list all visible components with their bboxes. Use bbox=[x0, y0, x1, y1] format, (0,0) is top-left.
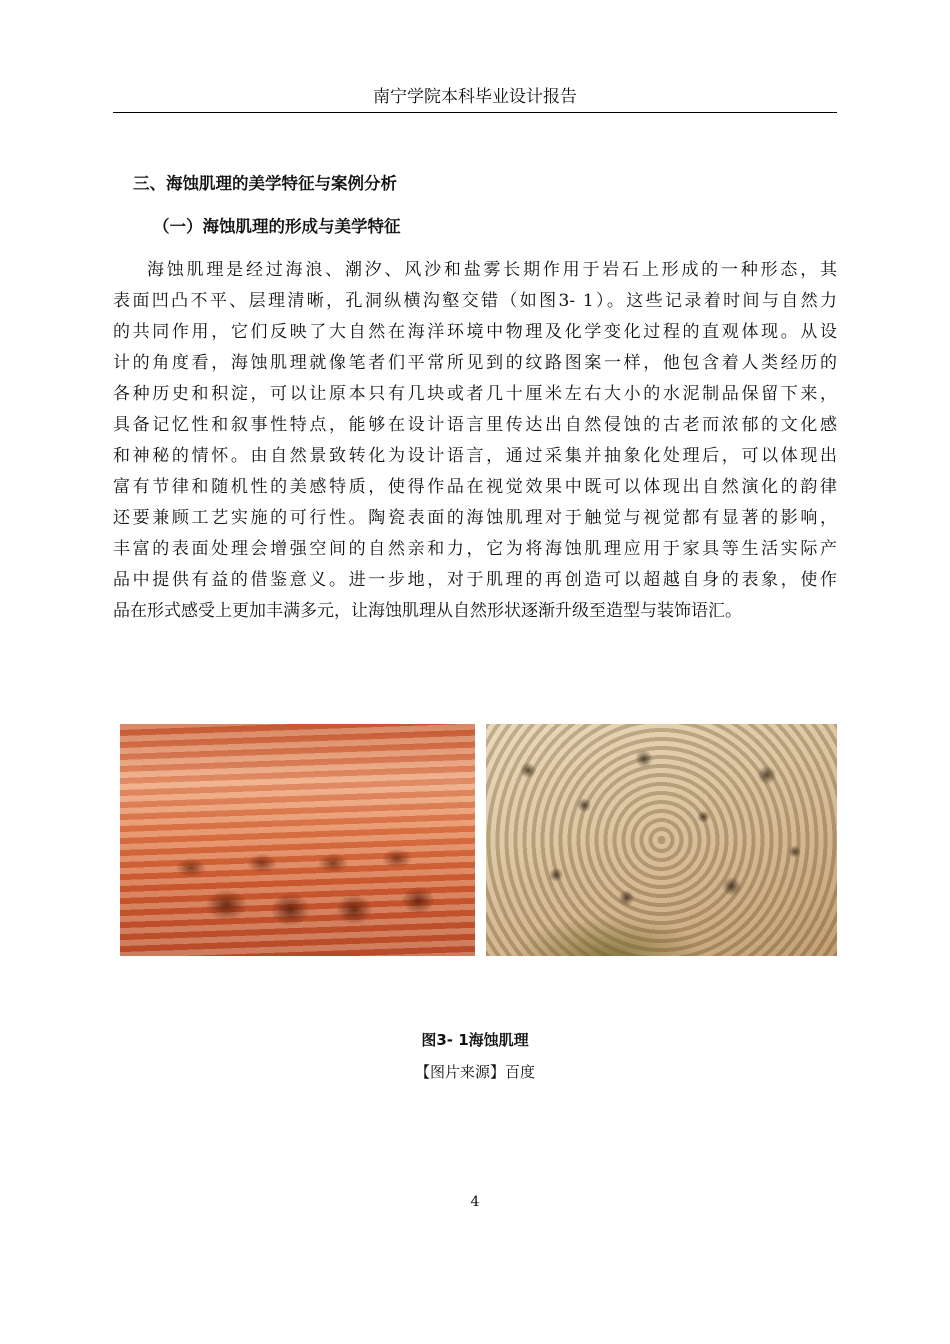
running-header: 南宁学院本科毕业设计报告 bbox=[373, 87, 577, 107]
paragraph-line: 海蚀肌理是经过海浪、潮汐、风沙和盐雾长期作用于岩石上形成的一种形态，其 bbox=[147, 260, 837, 280]
paragraph-line: 和神秘的情怀。由自然景致转化为设计语言，通过采集并抽象化处理后，可以体现出 bbox=[113, 446, 837, 466]
paragraph-line: 富有节律和随机性的美感特质，使得作品在视觉效果中既可以体现出自然演化的韵律 bbox=[113, 477, 837, 497]
sea-erosion-red-rock-photo bbox=[120, 724, 475, 956]
paragraph-line: 品中提供有益的借鉴意义。进一步地，对于肌理的再创造可以超越自身的表象，使作 bbox=[113, 570, 837, 590]
body-paragraph bbox=[113, 255, 837, 627]
page-number: 4 bbox=[470, 1194, 480, 1210]
paragraph-line: 各种历史和积淀，可以让原本只有几块或者几十厘米左右大小的水泥制品保留下来， bbox=[113, 384, 837, 404]
header-divider bbox=[113, 112, 837, 113]
paragraph-line: 品在形式感受上更加丰满多元，让海蚀肌理从自然形状逐渐升级至造型与装饰语汇。 bbox=[113, 601, 742, 621]
paragraph-line: 还要兼顾工艺实施的可行性。陶瓷表面的海蚀肌理对于触觉与视觉都有显著的影响， bbox=[113, 508, 837, 528]
paragraph-line: 表面凹凸不平、层理清晰，孔洞纵横沟壑交错（如图3- 1）。这些记录着时间与自然力 bbox=[113, 291, 837, 311]
paragraph-line: 具备记忆性和叙事性特点，能够在设计语言里传达出自然侵蚀的古老而浓郁的文化感 bbox=[113, 415, 837, 435]
figure-caption: 图3- 1海蚀肌理 bbox=[421, 1031, 529, 1049]
paragraph-line: 丰富的表面处理会增强空间的自然亲和力，它为将海蚀肌理应用于家具等生活实际产 bbox=[113, 539, 837, 559]
paragraph-line: 的共同作用，它们反映了大自然在海洋环境中物理及化学变化过程的直观体现。从设 bbox=[113, 322, 837, 342]
paragraph-line: 计的角度看，海蚀肌理就像笔者们平常所见到的纹路图案一样，他包含着人类经历的 bbox=[113, 353, 837, 373]
figure-source: 【图片来源】百度 bbox=[414, 1063, 535, 1081]
subsection-heading: （一）海蚀肌理的形成与美学特征 bbox=[153, 217, 401, 236]
sea-erosion-honeycomb-rock-photo bbox=[486, 724, 837, 956]
section-heading: 三、海蚀肌理的美学特征与案例分析 bbox=[133, 174, 397, 193]
